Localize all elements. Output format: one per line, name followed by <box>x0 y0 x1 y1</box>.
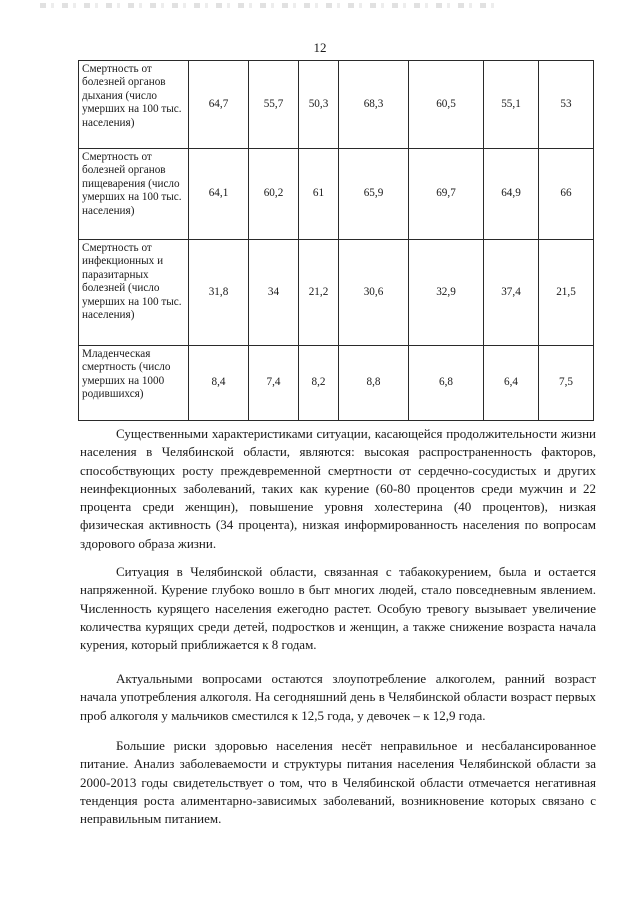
table-cell: 68,3 <box>339 61 409 149</box>
table-row <box>79 240 594 346</box>
table-cell: 55,1 <box>484 61 539 149</box>
table-cell: 65,9 <box>339 149 409 240</box>
body-text <box>80 737 596 828</box>
scan-artifact <box>40 3 500 8</box>
table-cell: 37,4 <box>484 240 539 346</box>
table-cell: 64,1 <box>189 149 249 240</box>
paragraph: Существенными характеристиками ситуации, касающейся продолжительности жизни населения в Челябинской области, являются: высокая распространенность факторов, способствующих росту преждевременной смертности от сердечно-сосудистых и других неинфекционных заболеваний, таких как курение (60-80 процентов среди мужчин и 22 процента среди женщин), повышение уровня холестерина (40 процентов), низкая физическая активность (34 процента), низкая информированность населения по вопросам здорового образа жизни. <box>80 426 596 551</box>
table-cell: 21,2 <box>299 240 339 346</box>
table-cell: 8,8 <box>339 346 409 421</box>
table-row <box>79 346 594 421</box>
table-cell: 34 <box>249 240 299 346</box>
table-cell: 7,5 <box>539 346 594 421</box>
table-cell: 60,2 <box>249 149 299 240</box>
table-cell: 53 <box>539 61 594 149</box>
table-cell: 21,5 <box>539 240 594 346</box>
table-cell: 60,5 <box>409 61 484 149</box>
body-text <box>80 425 596 553</box>
table-cell: 30,6 <box>339 240 409 346</box>
table-cell: 64,7 <box>189 61 249 149</box>
paragraph: Актуальными вопросами остаются злоупотребление алкоголем, ранний возраст начала употребления алкоголя. На сегодняшний день в Челябинской области возраст первых проб алкоголя у мальчиков сместился к 12,5 года, у девочек – к 12,9 года. <box>80 671 596 723</box>
table-row <box>79 61 594 149</box>
table-cell: 66 <box>539 149 594 240</box>
table-cell: 6,8 <box>409 346 484 421</box>
table-cell: 32,9 <box>409 240 484 346</box>
table-cell: 8,2 <box>299 346 339 421</box>
statistics-table <box>78 60 594 421</box>
body-text <box>80 670 596 725</box>
row-label: Младенческая смертность (число умерших на 1000 родившихся) <box>79 346 189 421</box>
table-cell: 31,8 <box>189 240 249 346</box>
table-cell: 7,4 <box>249 346 299 421</box>
table-cell: 50,3 <box>299 61 339 149</box>
table-cell: 64,9 <box>484 149 539 240</box>
table-cell: 55,7 <box>249 61 299 149</box>
table-cell: 8,4 <box>189 346 249 421</box>
row-label: Смертность от инфекционных и паразитарных болезней (число умерших на 100 тыс. населения) <box>79 240 189 346</box>
body-text <box>80 563 596 654</box>
row-label: Смертность от болезней органов пищеварения (число умерших на 100 тыс. населения) <box>79 149 189 240</box>
paragraph: Большие риски здоровью населения несёт неправильное и несбалансированное питание. Анализ заболеваемости и структуры питания населения Челябинской области за 2000-2013 годы свидетельствует о том, что в Челябинской области отмечается негативная тенденция роста алиментарно-зависимых заболеваний, возникновение которых связано с неправильным питанием. <box>80 738 596 827</box>
table-row <box>79 149 594 240</box>
table-cell: 6,4 <box>484 346 539 421</box>
table-cell: 69,7 <box>409 149 484 240</box>
row-label: Смертность от болезней органов дыхания (число умерших на 100 тыс. населения) <box>79 61 189 149</box>
table-cell: 61 <box>299 149 339 240</box>
paragraph: Ситуация в Челябинской области, связанная с табакокурением, была и остается напряженной. Курение глубоко вошло в быт многих людей, стало повседневным явлением. Численность курящего населения ежегодно растет. Особую тревогу вызывает увеличение количества курящих среди детей, подростков и женщин, а также снижение возраста начала курения, который приближается к 8 годам. <box>80 564 596 653</box>
page-number: 12 <box>313 40 327 55</box>
